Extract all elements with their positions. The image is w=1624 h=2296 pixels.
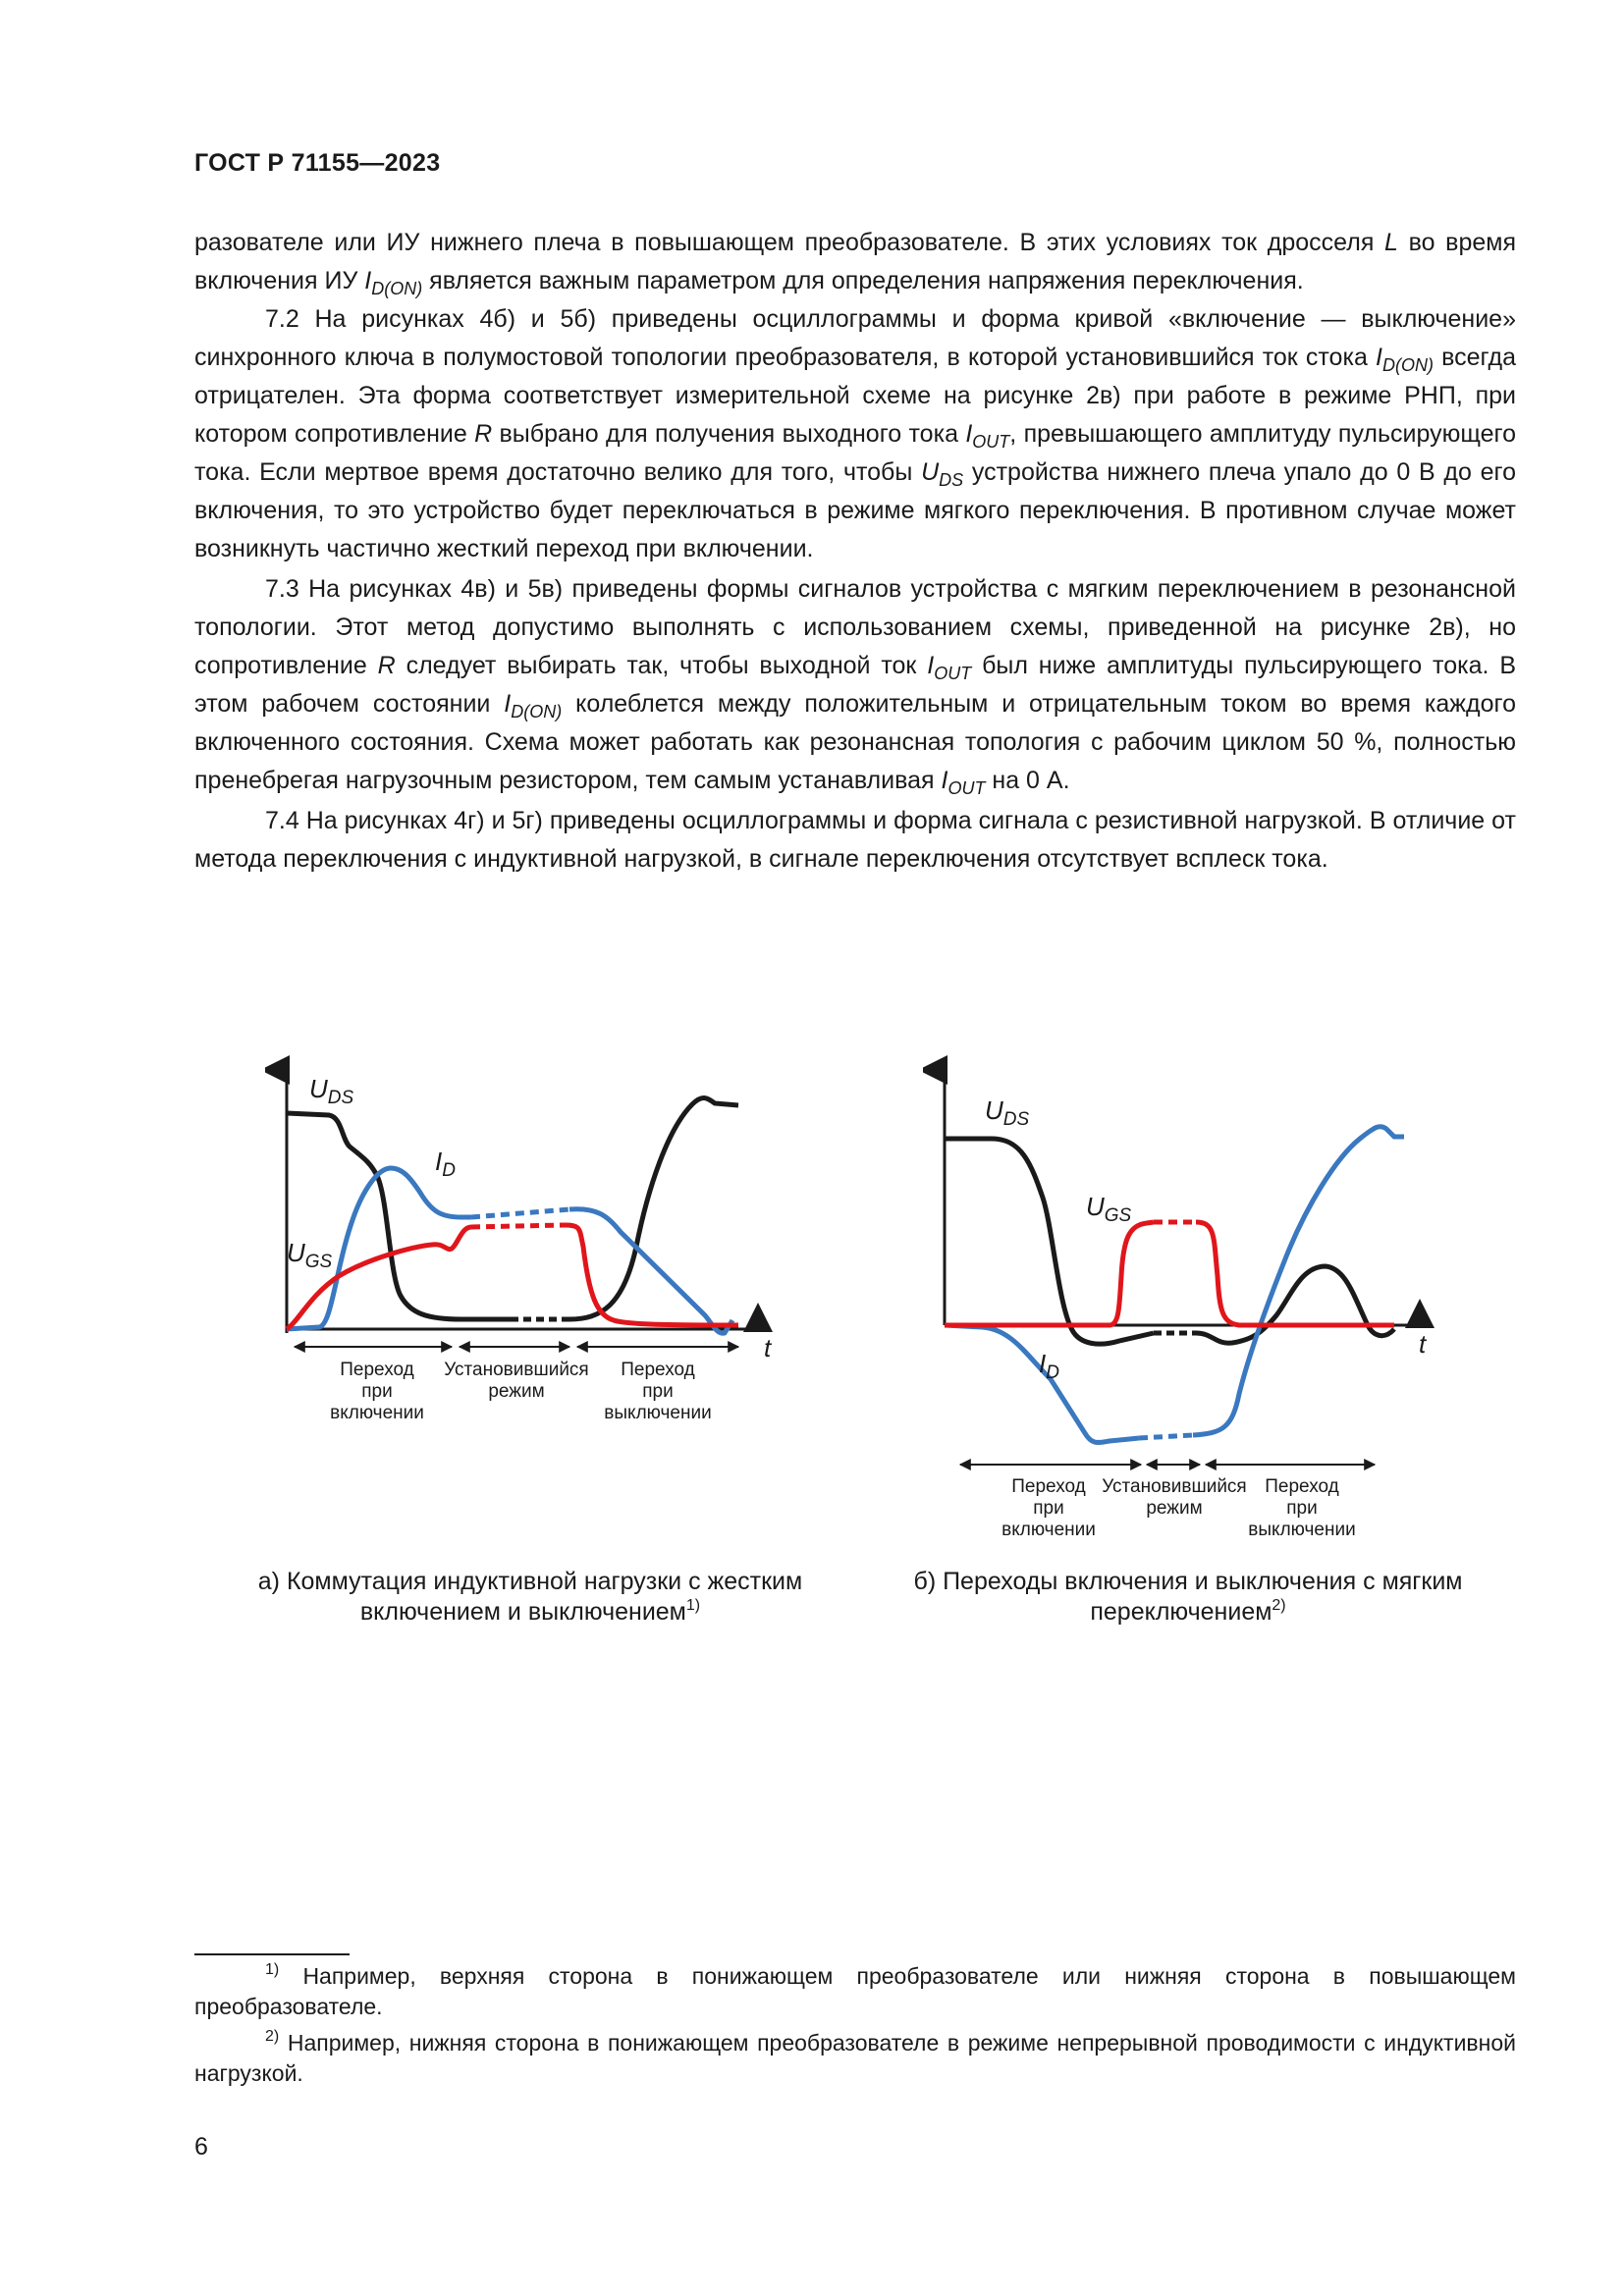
figure-b xyxy=(923,1055,1453,1546)
id-curve-dashed xyxy=(1139,1435,1193,1438)
ugs-label: $U_{GS}$ xyxy=(1086,1192,1132,1226)
footnote-2: $^{2)}$ Например, нижняя сторона в понижающем преобразователе в режиме непрерывной проводимости с индуктивной нагрузкой. xyxy=(194,2028,1516,2086)
body-text xyxy=(194,224,1516,879)
phase-label-off: Переход при выключении xyxy=(604,1360,712,1423)
figure-b-plot xyxy=(923,1055,1453,1546)
uds-curve xyxy=(945,1139,1154,1344)
document-header: ГОСТ Р 71155—2023 xyxy=(194,149,441,177)
paragraph-7-3: 7.3 На рисунках 4в) и 5в) приведены формы сигналов устройства с мягким переключением в резонансной топологии. Этот метод допустимо выполнять с использованием схемы, приведенной на рисунке 2в), но сопротивление R следует выбирать так, чтобы выходной ток $I_{OUT}$ был ниже амплитуды пульсирующего тока. В этом рабочем состоянии $I_{D(ON)}$ колеблется между положительным и отрицательным током во время каждого включенного состояния. Схема может работать как резонансная топология с рабочим циклом 50 %, полностью пренебрегая нагрузочным резистором, тем самым устанавливая $I_{OUT}$ на 0 А. xyxy=(194,575,1516,798)
ugs-curve xyxy=(287,1227,471,1329)
uds-curve-off xyxy=(569,1097,738,1319)
paragraph-7-4: 7.4 На рисунках 4г) и 5г) приведены осциллограммы и форма сигнала с резистивной нагрузкой. В отличие от метода переключения с индуктивной нагрузкой, в сигнале переключения отсутствует всплеск тока. xyxy=(194,807,1516,873)
figure-b-caption: б) Переходы включения и выключения с мягким переключением$^{2)}$ xyxy=(913,1568,1463,1626)
footnotes xyxy=(194,1961,1516,2095)
id-curve-dashed xyxy=(471,1209,569,1217)
paragraph-7-2: 7.2 На рисунках 4б) и 5б) приведены осциллограммы и форма кривой «включение — выключение» синхронного ключа в полумостовой топологии преобразователя, в которой установившийся ток стока $I_{D(ON)}$ всегда отрицателен. Эта форма соответствует измерительной схеме на рисунке 2в) при работе в режиме РНП, при котором сопротивление R выбрано для получения выходного тока $I_{OUT}$, превышающего амплитуду пульсирующего тока. Если мертвое время достаточно велико для того, чтобы $U_{DS}$ устройства нижнего плеча упало до 0 В до его включения, то это устройство будет переключаться в режиме мягкого переключения. В противном случае может возникнуть частично жесткий переход при включении. xyxy=(194,305,1517,562)
phase-label-steady: Установившийся режим xyxy=(444,1360,589,1402)
phase-label-on: Переход при включении xyxy=(1001,1476,1096,1540)
figure-a-caption: а) Коммутация индуктивной нагрузки с жестким включением и выключением$^{1)}$ xyxy=(257,1568,803,1626)
figure-a xyxy=(265,1055,815,1428)
paragraph-continued: разователе или ИУ нижнего плеча в повышающем преобразователе. В этих условиях ток дросселя L во время включения ИУ $I_{D(ON)}$ является важным параметром для определения напряжения переключения. xyxy=(194,229,1516,298)
ugs-curve-off xyxy=(565,1225,738,1325)
uds-label: $U_{DS}$ xyxy=(309,1074,354,1108)
ugs-label: $U_{GS}$ xyxy=(287,1238,333,1272)
id-label: $I_D$ xyxy=(1039,1349,1059,1383)
phase-label-steady: Установившийся режим xyxy=(1102,1476,1247,1519)
footnote-separator xyxy=(194,1953,350,1955)
t-label: t xyxy=(1419,1329,1427,1359)
phase-label-off: Переход при выключении xyxy=(1248,1476,1356,1540)
id-label: $I_D$ xyxy=(435,1147,456,1181)
t-label: t xyxy=(764,1333,772,1362)
page-number: 6 xyxy=(194,2133,208,2161)
uds-label: $U_{DS}$ xyxy=(985,1095,1030,1130)
phase-label-on: Переход при включении xyxy=(330,1360,424,1423)
uds-curve-off xyxy=(1196,1266,1394,1343)
footnote-1: $^{1)}$ Например, верхняя сторона в понижающем преобразователе или нижняя сторона в повышающем преобразователе. xyxy=(194,1961,1516,2019)
ugs-curve-dashed xyxy=(471,1225,565,1227)
figure-a-plot xyxy=(265,1055,815,1428)
